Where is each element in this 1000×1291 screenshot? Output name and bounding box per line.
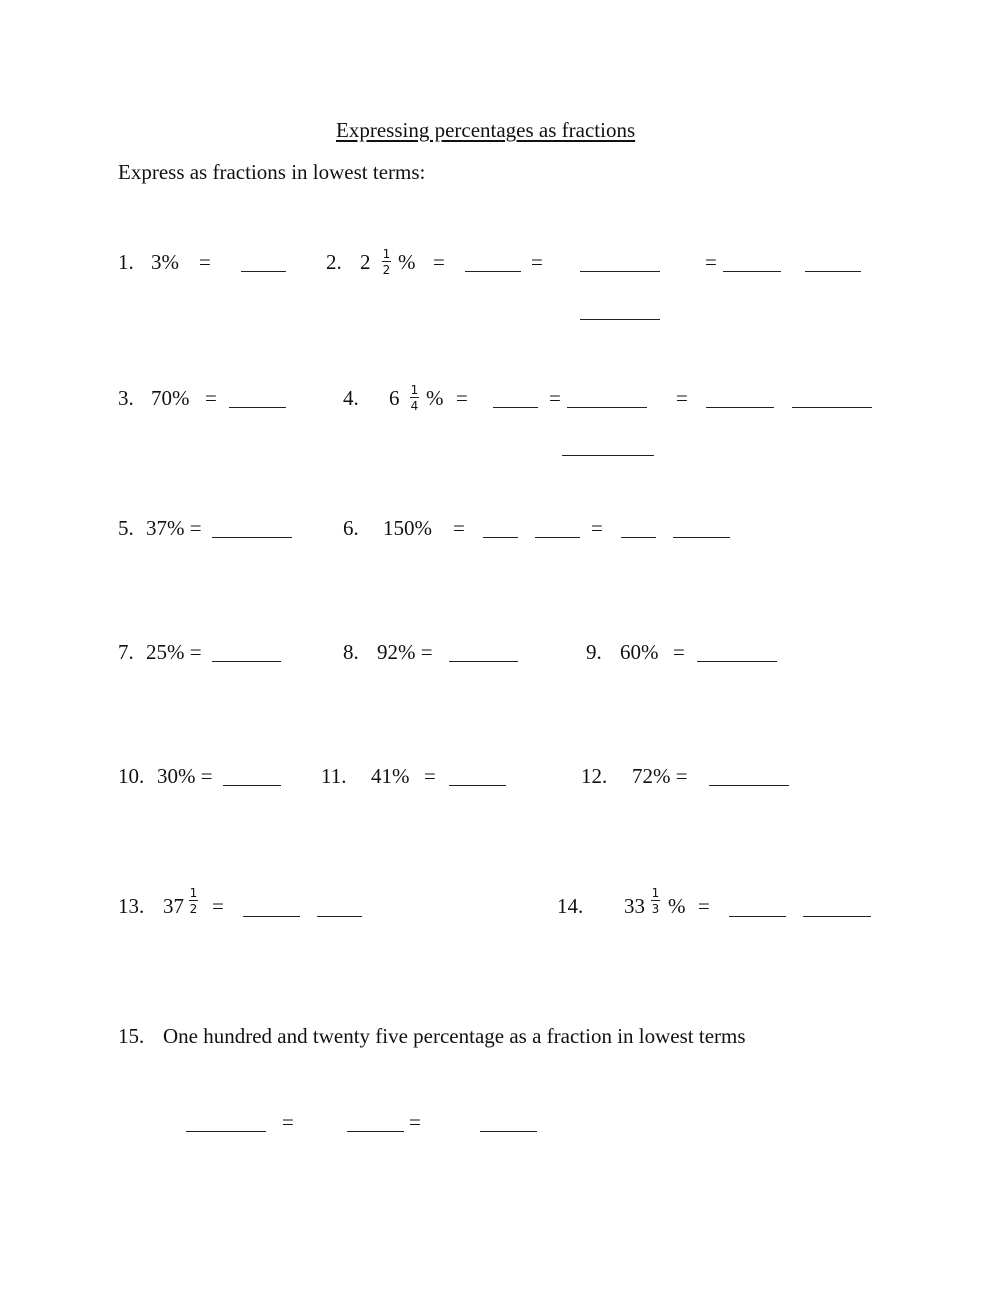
answer-blank-15c[interactable]: [480, 1131, 537, 1132]
fraction-one-half: [382, 248, 391, 276]
problem-9-number: 9.: [586, 640, 602, 664]
answer-blank-4b-denominator[interactable]: [562, 455, 654, 456]
answer-blank-2b-numerator[interactable]: [580, 271, 660, 272]
problem-8-number: 8.: [343, 640, 359, 664]
fraction-one-half: [189, 887, 198, 915]
answer-blank-4b-numerator[interactable]: [567, 407, 647, 408]
percent-sign: %: [426, 386, 444, 410]
percent-sign: %: [398, 250, 416, 274]
answer-blank-4a[interactable]: [493, 407, 538, 408]
equals-sign: =: [424, 764, 436, 788]
problem-5-value: 37% =: [146, 516, 202, 540]
answer-blank-6a[interactable]: [483, 537, 518, 538]
answer-blank-2d[interactable]: [805, 271, 861, 272]
answer-blank-4c[interactable]: [706, 407, 774, 408]
problem-12-number: 12.: [581, 764, 608, 788]
fraction-bar: [651, 900, 660, 901]
problem-13-number: 13.: [118, 894, 145, 918]
equals-sign: =: [531, 250, 543, 274]
answer-blank-6c[interactable]: [621, 537, 656, 538]
fraction-denominator: 2: [382, 263, 391, 277]
fraction-numerator: 1: [410, 383, 419, 397]
equals-sign: =: [205, 386, 217, 410]
problem-10-number: 10.: [118, 764, 145, 788]
problem-11-value: 41%: [371, 764, 410, 788]
problem-6-number: 6.: [343, 516, 359, 540]
problem-13-whole: 37: [163, 894, 184, 918]
fraction-bar: [189, 900, 198, 901]
problem-14-whole: 33: [624, 894, 645, 918]
equals-sign: =: [673, 640, 685, 664]
problem-7-number: 7.: [118, 640, 134, 664]
instruction-text: Express as fractions in lowest terms:: [118, 160, 426, 184]
worksheet-title: Expressing percentages as fractions: [336, 118, 636, 142]
answer-blank-2b-denominator[interactable]: [580, 319, 660, 320]
answer-blank-8[interactable]: [449, 661, 518, 662]
answer-blank-11[interactable]: [449, 785, 506, 786]
problem-3-value: 70%: [151, 386, 190, 410]
fraction-one-third: [651, 887, 660, 915]
answer-blank-6b[interactable]: [535, 537, 580, 538]
problem-1-number: 1.: [118, 250, 134, 274]
fraction-numerator: 1: [382, 247, 391, 261]
equals-sign: =: [456, 386, 468, 410]
problem-8-value: 92% =: [377, 640, 433, 664]
answer-blank-9[interactable]: [697, 661, 777, 662]
answer-blank-2c[interactable]: [723, 271, 781, 272]
answer-blank-4d[interactable]: [792, 407, 872, 408]
problem-9-value: 60%: [620, 640, 659, 664]
answer-blank-6d[interactable]: [673, 537, 730, 538]
answer-blank-2a[interactable]: [465, 271, 521, 272]
equals-sign: =: [212, 894, 224, 918]
fraction-bar: [382, 261, 391, 262]
problem-10-value: 30% =: [157, 764, 213, 788]
answer-blank-13a[interactable]: [243, 916, 300, 917]
answer-blank-15a[interactable]: [186, 1131, 266, 1132]
equals-sign: =: [705, 250, 717, 274]
equals-sign: =: [676, 386, 688, 410]
problem-5-number: 5.: [118, 516, 134, 540]
problem-2-number: 2.: [326, 250, 342, 274]
equals-sign: =: [409, 1110, 421, 1134]
problem-2-whole: 2: [360, 250, 371, 274]
problem-11-number: 11.: [321, 764, 347, 788]
equals-sign: =: [199, 250, 211, 274]
problem-6-value: 150%: [383, 516, 432, 540]
problem-4-whole: 6: [389, 386, 400, 410]
fraction-denominator: 3: [651, 902, 660, 916]
problem-12-value: 72% =: [632, 764, 688, 788]
answer-blank-7[interactable]: [212, 661, 281, 662]
problem-15-number: 15.: [118, 1024, 145, 1048]
problem-4-number: 4.: [343, 386, 359, 410]
equals-sign: =: [698, 894, 710, 918]
equals-sign: =: [549, 386, 561, 410]
problem-7-value: 25% =: [146, 640, 202, 664]
answer-blank-14b[interactable]: [803, 916, 871, 917]
fraction-numerator: 1: [651, 886, 660, 900]
percent-sign: %: [668, 894, 686, 918]
problem-14-number: 14.: [557, 894, 584, 918]
answer-blank-12[interactable]: [709, 785, 789, 786]
answer-blank-3[interactable]: [229, 407, 286, 408]
problem-3-number: 3.: [118, 386, 134, 410]
equals-sign: =: [591, 516, 603, 540]
problem-1-value: 3%: [151, 250, 179, 274]
answer-blank-13b[interactable]: [317, 916, 362, 917]
equals-sign: =: [453, 516, 465, 540]
answer-blank-10[interactable]: [223, 785, 281, 786]
fraction-one-quarter: [410, 384, 419, 412]
fraction-denominator: 2: [189, 902, 198, 916]
equals-sign: =: [282, 1110, 294, 1134]
answer-blank-5[interactable]: [212, 537, 292, 538]
fraction-bar: [410, 397, 419, 398]
fraction-numerator: 1: [189, 886, 198, 900]
answer-blank-1a[interactable]: [241, 271, 286, 272]
fraction-denominator: 4: [410, 399, 419, 413]
equals-sign: =: [433, 250, 445, 274]
answer-blank-14a[interactable]: [729, 916, 786, 917]
problem-15-text: One hundred and twenty five percentage as a fraction in lowest terms: [163, 1024, 746, 1048]
answer-blank-15b[interactable]: [347, 1131, 404, 1132]
